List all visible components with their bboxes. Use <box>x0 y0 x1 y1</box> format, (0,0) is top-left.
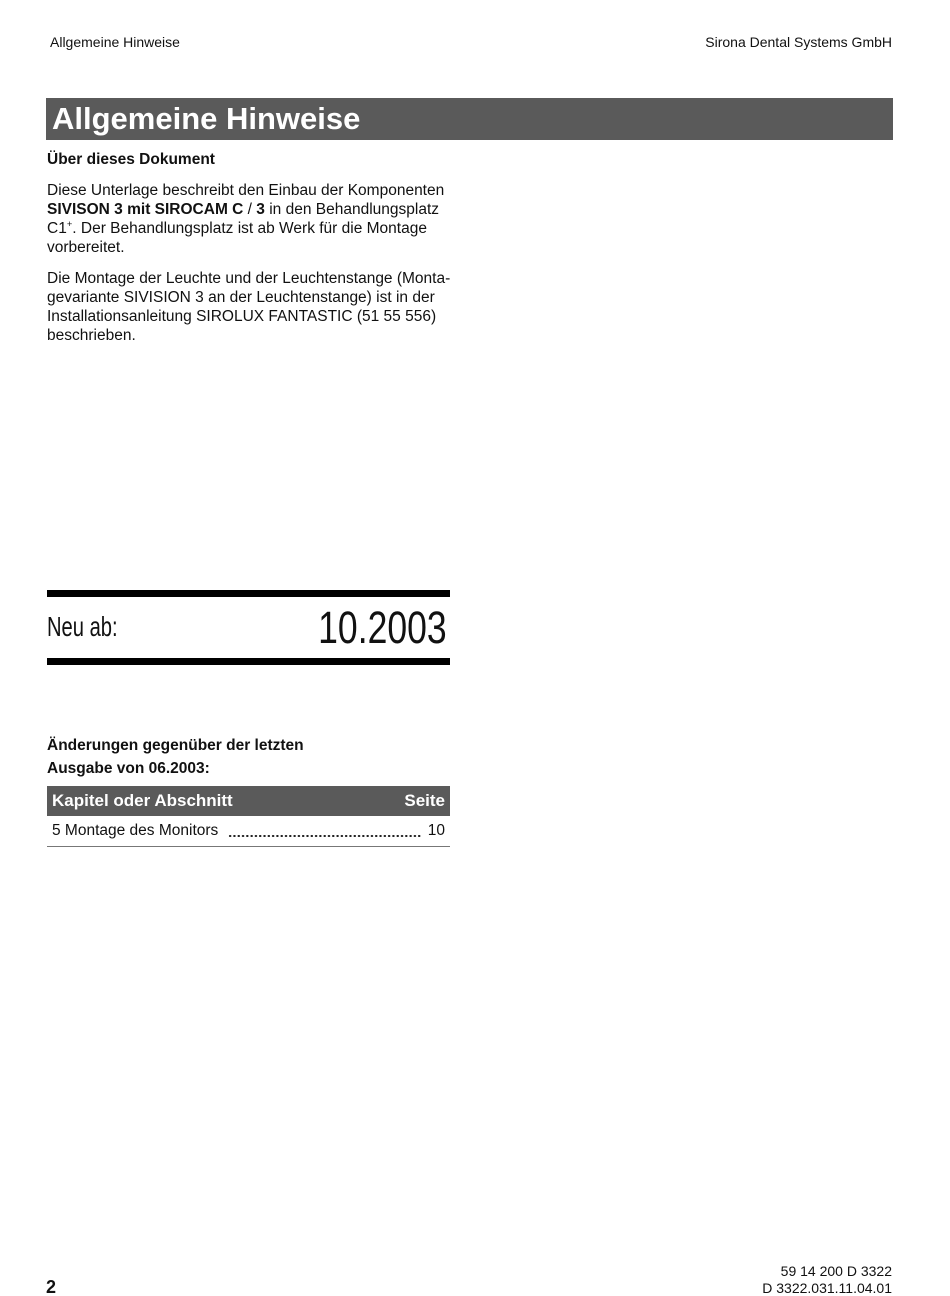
treatment-center-model: C1 <box>47 220 67 237</box>
product-separator: / <box>243 201 257 218</box>
changes-heading-line-2: Ausgabe von 06.2003: <box>47 760 210 777</box>
installation-reference-paragraph <box>47 269 457 345</box>
intro-line-2 <box>47 200 457 219</box>
running-header-right: Sirona Dental Systems GmbH <box>705 34 892 50</box>
product-version: 3 <box>256 201 265 218</box>
section-title: Allgemeine Hinweise <box>52 101 361 136</box>
intro-line-3 <box>47 219 457 238</box>
column-header-chapter: Kapitel oder Abschnitt <box>52 791 233 810</box>
valid-from-bottom-rule <box>47 658 450 665</box>
reference-line: beschrieben. <box>47 327 136 344</box>
reference-line: Die Montage der Leuchte und der Leuchtenstange (Monta- <box>47 270 451 287</box>
intro-line-1: Diese Unterlage beschreibt den Einbau der Komponenten <box>47 182 445 199</box>
running-header-left: Allgemeine Hinweise <box>50 34 180 50</box>
document-number: 59 14 200 D 3322 <box>780 1263 892 1279</box>
table-row <box>47 816 450 847</box>
page-number: 2 <box>46 1277 57 1296</box>
changes-table-header <box>47 786 450 816</box>
dot-leader <box>228 816 420 846</box>
intro-paragraph <box>47 181 457 257</box>
valid-from-top-rule <box>47 590 450 597</box>
valid-from-box <box>47 590 450 665</box>
row-chapter: 5 Montage des Monitors <box>52 822 219 839</box>
document-reference <box>762 1263 892 1296</box>
about-heading: Über dieses Dokument <box>47 151 215 168</box>
section-title-banner <box>46 98 893 140</box>
valid-from-label: Neu ab: <box>47 611 118 642</box>
about-document-section <box>47 150 457 345</box>
row-page: 10 <box>427 822 445 839</box>
intro-line-2-text: in den Behandlungsplatz <box>264 201 440 218</box>
valid-from-date: 10.2003 <box>318 602 447 653</box>
reference-line: gevariante SIVISION 3 an der Leuchtenstange) ist in der <box>47 289 435 306</box>
reference-line: Installationsanleitung SIROLUX FANTASTIC (51 55 556) <box>47 308 437 325</box>
column-header-page: Seite <box>404 791 445 810</box>
model-superscript: + <box>66 218 73 229</box>
changes-table <box>47 786 450 847</box>
intro-line-4: vorbereitet. <box>47 239 125 256</box>
document-code: D 3322.031.11.04.01 <box>762 1280 892 1296</box>
product-name: SIVISON 3 mit SIROCAM C <box>47 201 244 218</box>
changes-section <box>47 734 450 780</box>
intro-line-3-text: . Der Behandlungsplatz ist ab Werk für die Montage <box>72 220 427 237</box>
changes-heading-line-1: Änderungen gegenüber der letzten <box>47 737 304 754</box>
